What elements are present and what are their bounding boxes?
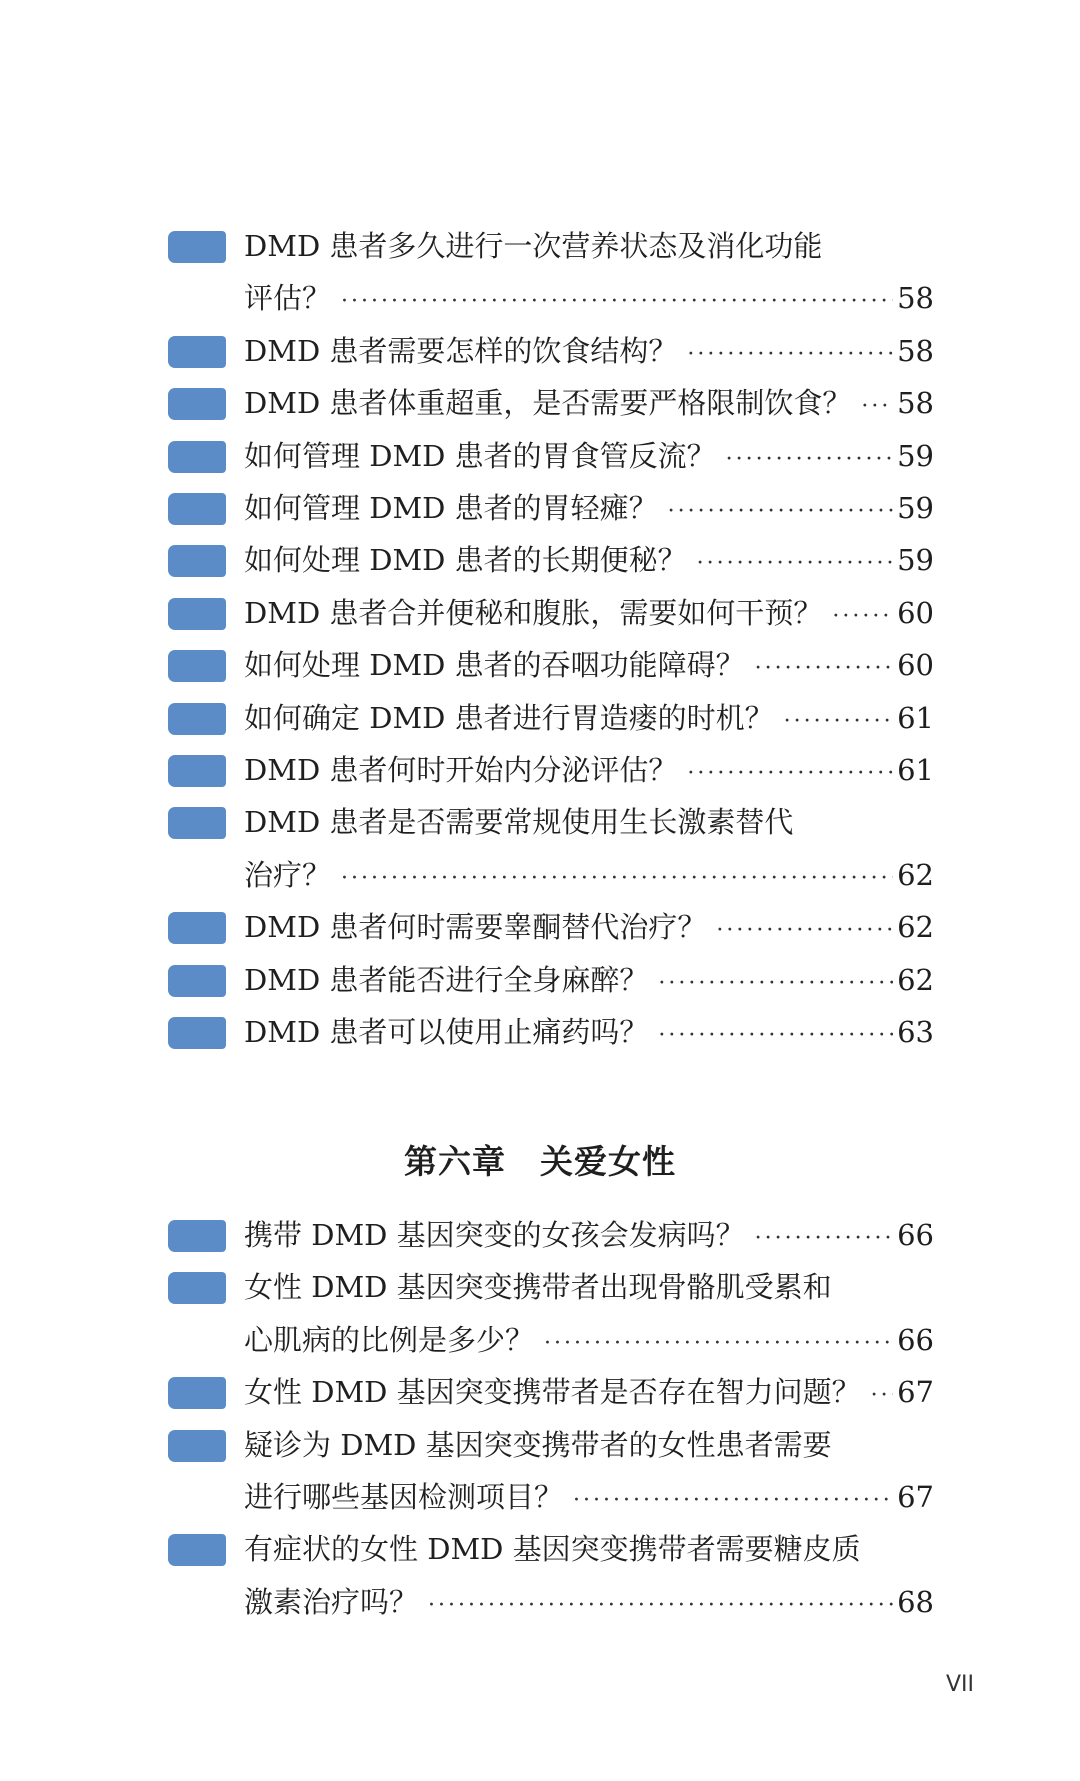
entry-marker (168, 231, 226, 263)
entry-marker (168, 912, 226, 944)
entry-title: 女性 DMD 基因突变携带者是否存在智力问题？ (244, 1375, 861, 1410)
toc-line (244, 1529, 934, 1569)
dot-leader (341, 282, 893, 322)
toc-line (244, 1425, 934, 1465)
entry-page-number: 67 (897, 1480, 934, 1514)
entry-title: DMD 患者能否进行全身麻醉？ (244, 962, 649, 997)
toc-line (244, 226, 934, 266)
entry-title: DMD 患者需要怎样的饮食结构？ (244, 333, 678, 368)
toc-line (244, 1582, 934, 1622)
entry-title: DMD 患者多久进行一次营养状态及消化功能 (244, 229, 823, 263)
entry-title: DMD 患者合并便秘和腹胀，需要如何干预？ (244, 595, 823, 630)
entry-marker (168, 1377, 226, 1409)
entry-marker (168, 1017, 226, 1049)
entry-page-number: 62 (897, 857, 934, 892)
dot-leader (668, 492, 893, 532)
toc-line (244, 1267, 934, 1307)
entry-title: DMD 患者何时开始内分泌评估？ (244, 753, 678, 787)
entry-page-number: 59 (897, 491, 934, 525)
entry-page-number: 60 (897, 648, 934, 683)
toc-line (244, 331, 934, 371)
entry-title: 如何处理 DMD 患者的长期便秘？ (244, 543, 687, 578)
dot-leader (871, 1376, 893, 1416)
dot-leader (658, 964, 893, 1004)
toc-line (244, 1320, 934, 1360)
entry-page-number: 66 (897, 1322, 934, 1357)
dot-leader (658, 1016, 893, 1056)
dot-leader (428, 1586, 893, 1626)
dot-leader (687, 335, 893, 375)
entry-title: DMD 患者何时需要睾酮替代治疗？ (244, 910, 707, 945)
toc-line (244, 960, 934, 1000)
entry-marker (168, 1220, 226, 1252)
dot-leader (755, 1219, 893, 1259)
entry-page-number: 62 (897, 962, 934, 997)
entry-title: DMD 患者体重超重，是否需要严格限制饮食？ (244, 386, 852, 421)
toc-line (244, 1012, 934, 1052)
entry-marker (168, 441, 226, 473)
dot-leader (573, 1481, 893, 1521)
entry-page-number: 68 (897, 1584, 934, 1619)
entry-title: 进行哪些基因检测项目？ (244, 1480, 564, 1514)
entry-page-number: 59 (897, 543, 934, 578)
entry-marker (168, 336, 226, 368)
entry-marker (168, 755, 226, 787)
dot-leader (716, 911, 893, 951)
toc-line (244, 488, 934, 528)
entry-page-number: 58 (897, 333, 934, 368)
entry-marker (168, 388, 226, 420)
entry-marker (168, 1430, 226, 1462)
toc-line (244, 1372, 934, 1412)
dot-leader (544, 1324, 893, 1364)
entry-page-number: 66 (897, 1218, 934, 1252)
entry-title: 如何管理 DMD 患者的胃食管反流？ (244, 438, 716, 473)
page-number: VII (945, 1672, 974, 1697)
entry-title: DMD 患者是否需要常规使用生长激素替代 (244, 805, 794, 840)
dot-leader (687, 754, 893, 794)
entry-marker (168, 1534, 226, 1566)
entry-page-number: 61 (897, 753, 934, 787)
entry-title: 携带 DMD 基因突变的女孩会发病吗？ (244, 1218, 745, 1252)
dot-leader (726, 440, 893, 480)
toc-line (244, 645, 934, 685)
dot-leader (755, 649, 893, 689)
toc-line (244, 802, 934, 842)
entry-page-number: 59 (897, 438, 934, 473)
entry-marker (168, 493, 226, 525)
entry-page-number: 62 (897, 910, 934, 945)
entry-title: 如何确定 DMD 患者进行胃造瘘的时机？ (244, 700, 774, 735)
entry-title: 心肌病的比例是多少？ (244, 1322, 535, 1357)
entry-title: 激素治疗吗？ (244, 1584, 419, 1619)
dot-leader (832, 597, 893, 637)
dot-leader (861, 387, 893, 427)
entry-title: 疑诊为 DMD 基因突变携带者的女性患者需要 (244, 1427, 832, 1462)
entry-page-number: 63 (897, 1015, 934, 1049)
toc-line (244, 278, 934, 318)
entry-title: 如何处理 DMD 患者的吞咽功能障碍？ (244, 648, 745, 683)
entry-marker (168, 650, 226, 682)
entry-page-number: 58 (897, 386, 934, 421)
entry-marker (168, 965, 226, 997)
toc-line (244, 855, 934, 895)
entry-marker (168, 598, 226, 630)
toc-line (244, 436, 934, 476)
entry-title: 女性 DMD 基因突变携带者出现骨骼肌受累和 (244, 1270, 832, 1305)
entry-title: 治疗？ (244, 857, 332, 892)
entry-title: 评估？ (244, 281, 332, 316)
dot-leader (784, 702, 893, 742)
toc-line (244, 750, 934, 790)
entry-marker (168, 807, 226, 839)
entry-page-number: 61 (897, 700, 934, 735)
entry-marker (168, 545, 226, 577)
toc-line (244, 1215, 934, 1255)
toc-line (244, 383, 934, 423)
entry-title: 有症状的女性 DMD 基因突变携带者需要糖皮质 (244, 1532, 861, 1567)
entry-title: DMD 患者可以使用止痛药吗？ (244, 1015, 649, 1049)
chapter-title: 第六章 关爱女性 (404, 1142, 676, 1181)
toc-line (244, 540, 934, 580)
dot-leader (697, 544, 893, 584)
entry-page-number: 58 (897, 281, 934, 316)
toc-line (244, 907, 934, 947)
entry-title: 如何管理 DMD 患者的胃轻瘫？ (244, 491, 658, 525)
entry-marker (168, 703, 226, 735)
entry-page-number: 60 (897, 595, 934, 630)
entry-marker (168, 1272, 226, 1304)
dot-leader (341, 859, 893, 899)
entry-page-number: 67 (897, 1375, 934, 1410)
toc-line (244, 698, 934, 738)
toc-line (244, 593, 934, 633)
toc-line (244, 1477, 934, 1517)
